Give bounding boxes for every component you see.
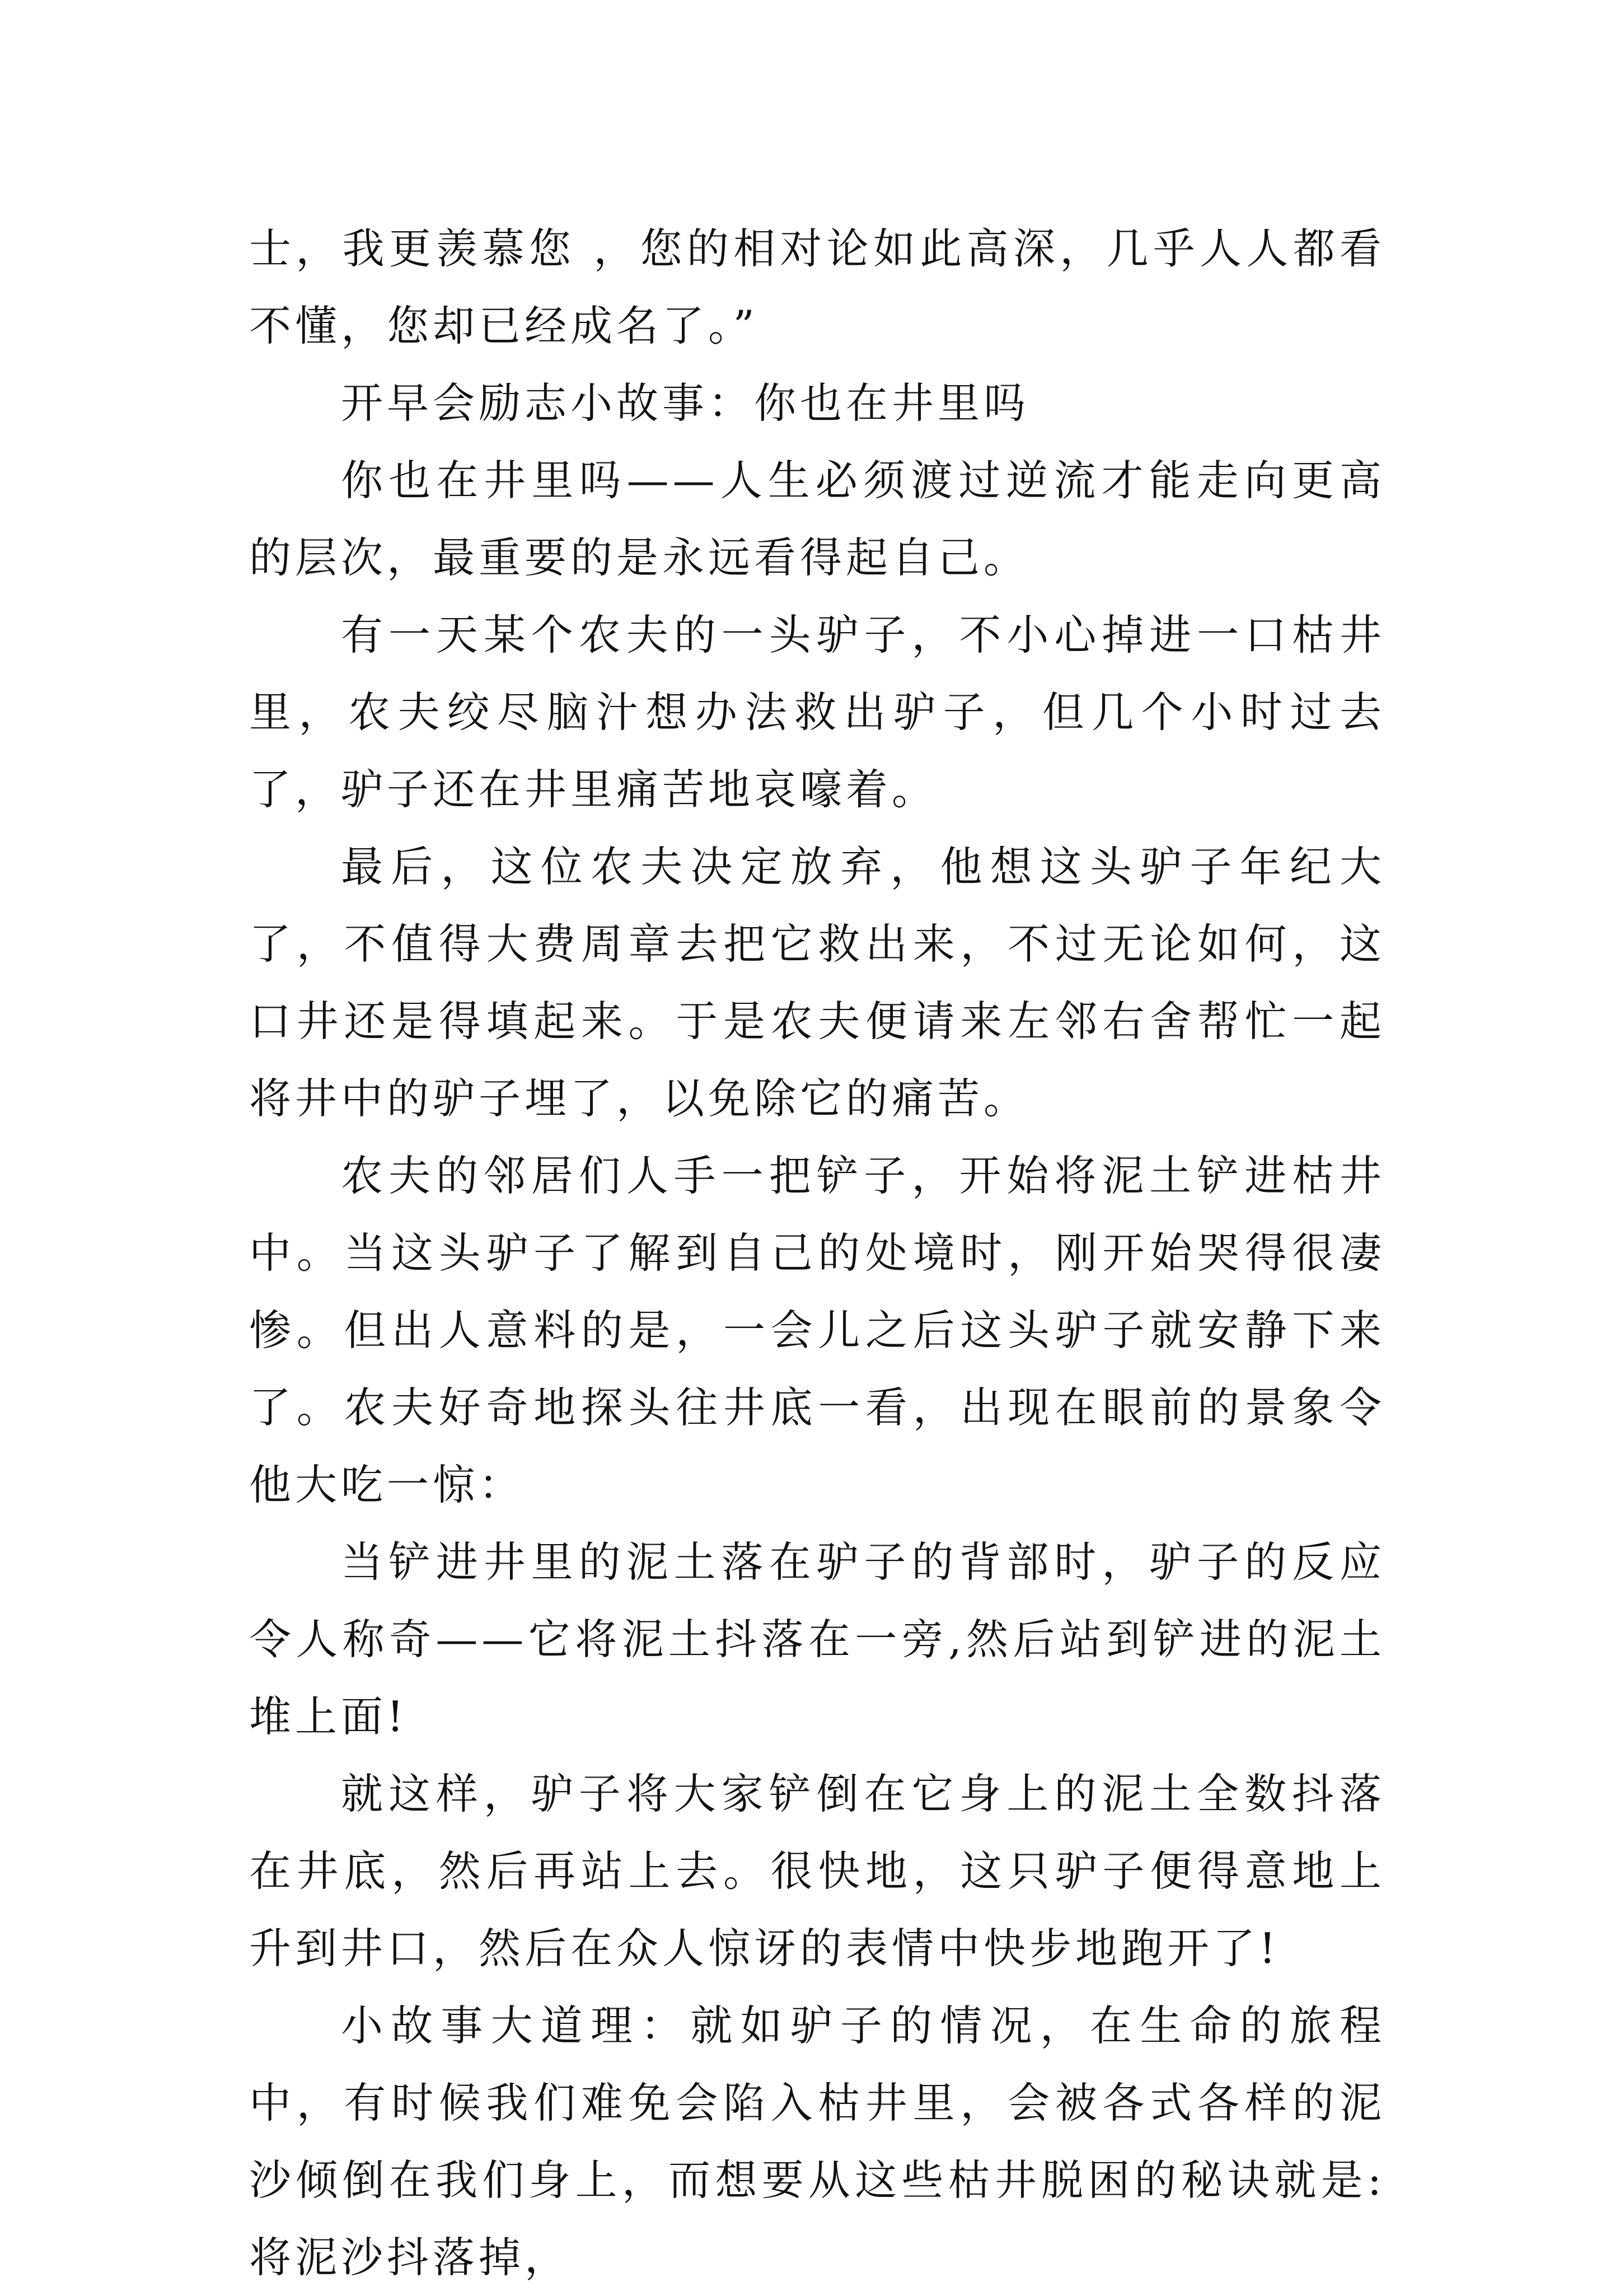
paragraph: 就这样，驴子将大家铲倒在它身上的泥土全数抖落在井底，然后再站上去。很快地，这只驴子便得意地上升到井口，然后在众人惊讶的表情中快步地跑开了!	[249, 1769, 1385, 1973]
paragraph-continuation: 士，我更羡慕您 ，您的相对论如此高深，几乎人人都看不懂，您却已经成名了。”	[249, 224, 1385, 350]
paragraph: 当铲进井里的泥土落在驴子的背部时，驴子的反应令人称奇——它将泥土抖落在一旁,然后站到铲进的泥土堆上面!	[249, 1537, 1385, 1741]
paragraph: 农夫的邻居们人手一把铲子，开始将泥土铲进枯井中。当这头驴子了解到自己的处境时，刚开始哭得很凄惨。但出人意料的是，一会儿之后这头驴子就安静下来了。农夫好奇地探头往井底一看，出现在眼前的景象令他大吃一惊：	[249, 1151, 1385, 1509]
paragraph: 有一天某个农夫的一头驴子，不小心掉进一口枯井里，农夫绞尽脑汁想办法救出驴子，但几个小时过去了，驴子还在井里痛苦地哀嚎着。	[249, 610, 1385, 814]
paragraph: 最后，这位农夫决定放弃，他想这头驴子年纪大了，不值得大费周章去把它救出来，不过无论如何，这口井还是得填起来。于是农夫便请来左邻右舍帮忙一起将井中的驴子埋了，以免除它的痛苦。	[249, 842, 1385, 1123]
paragraph: 小故事大道理：就如驴子的情况，在生命的旅程中，有时候我们难免会陷入枯井里，会被各式各样的泥沙倾倒在我们身上，而想要从这些枯井脱困的秘诀就是:将泥沙抖落掉，	[249, 2001, 1385, 2282]
section-heading: 开早会励志小故事：你也在井里吗	[341, 378, 1030, 428]
paragraph: 你也在井里吗——人生必须渡过逆流才能走向更高的层次，最重要的是永远看得起自己。	[249, 456, 1385, 582]
document-body	[249, 210, 1385, 2296]
